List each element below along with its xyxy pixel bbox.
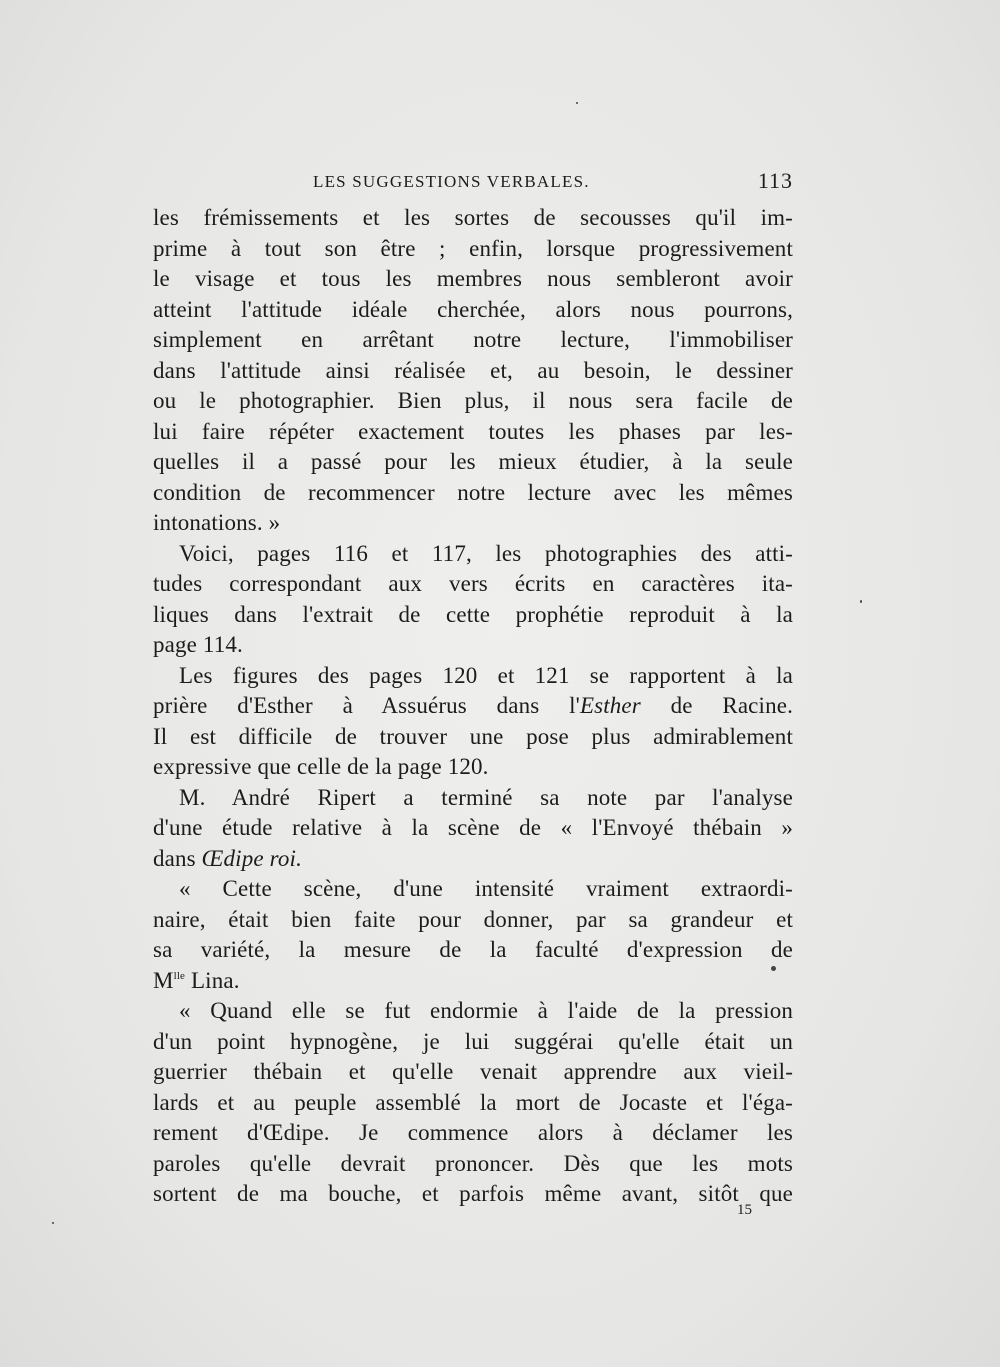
text-line: atteint l'attitude idéale cherchée, alors nous pourrons, bbox=[153, 296, 793, 322]
text-line: intonations. » bbox=[153, 510, 281, 535]
text-line: tudes correspondant aux vers écrits en caractères ita- bbox=[153, 571, 793, 596]
text-line: sortent de ma bouche, et parfois même avant, sitôt que bbox=[153, 1181, 793, 1206]
italic-title: Esther bbox=[579, 693, 641, 718]
signature-mark: 15 bbox=[737, 1202, 752, 1218]
text-line: les frémissements et les sortes de secousses qu'il im- bbox=[153, 205, 793, 230]
text-run: dans bbox=[153, 845, 202, 871]
text-run: M bbox=[153, 967, 174, 993]
text-line: rement d'Œdipe. Je commence alors à déclamer les bbox=[153, 1120, 793, 1145]
text-line: guerrier thébain et qu'elle venait apprendre aux vieil- bbox=[153, 1059, 793, 1084]
page-number: 113 bbox=[757, 168, 793, 193]
text-line: ou le photographier. Bien plus, il nous sera facile de bbox=[153, 388, 793, 413]
text-line bbox=[153, 844, 793, 875]
text-line: dans l'attitude ainsi réalisée et, au besoin, le dessiner bbox=[153, 357, 793, 383]
text-line: paroles qu'elle devrait prononcer. Dès que les mots bbox=[153, 1150, 793, 1176]
ink-speck bbox=[860, 600, 862, 603]
paragraph-first-line: M. André Ripert a terminé sa note par l'analyse bbox=[179, 784, 793, 810]
ink-speck bbox=[771, 966, 776, 971]
text-line: simplement en arrêtant notre lecture, l'immobiliser bbox=[153, 327, 793, 352]
text-line: le visage et tous les membres nous sembleront avoir bbox=[153, 266, 793, 291]
text-line: liques dans l'extrait de cette prophétie reproduit à la bbox=[153, 601, 793, 627]
italic-title: Œdipe roi. bbox=[201, 845, 302, 871]
text-line: d'un point hypnogène, je lui suggérai qu'elle était un bbox=[153, 1028, 793, 1054]
text-run: Lina. bbox=[185, 967, 240, 993]
text-run: de Racine. bbox=[640, 693, 793, 718]
running-head bbox=[153, 168, 793, 196]
text-line: condition de recommencer notre lecture avec les mêmes bbox=[153, 479, 793, 505]
text-line: prime à tout son être ; enfin, lorsque progressivement bbox=[153, 235, 793, 261]
paragraph-first-line: Voici, pages 116 et 117, les photographies des atti- bbox=[179, 540, 793, 566]
text-line bbox=[153, 691, 793, 722]
text-line: quelles il a passé pour les mieux étudier, à la seule bbox=[153, 449, 793, 474]
text-line: d'une étude relative à la scène de « l'Envoyé thébain » bbox=[153, 815, 793, 840]
running-title: LES SUGGESTIONS VERBALES. bbox=[313, 172, 590, 191]
text-run: prière d'Esther à Assuérus dans l' bbox=[153, 693, 580, 718]
text-line: expressive que celle de la page 120. bbox=[153, 754, 489, 779]
text-line: naire, était bien faite pour donner, par sa grandeur et bbox=[153, 906, 793, 932]
paragraph-first-line: « Cette scène, d'une intensité vraiment extraordi- bbox=[179, 876, 793, 901]
text-line bbox=[153, 966, 793, 997]
ink-speck bbox=[576, 102, 578, 104]
paragraph-first-line: « Quand elle se fut endormie à l'aide de la pression bbox=[179, 998, 793, 1023]
text-line: page 114. bbox=[153, 632, 243, 657]
body-text bbox=[153, 203, 793, 1210]
text-line: sa variété, la mesure de la faculté d'expression de bbox=[153, 937, 793, 962]
text-line: Il est difficile de trouver une pose plus admirablement bbox=[153, 723, 793, 749]
text-line: lui faire répéter exactement toutes les phases par les- bbox=[153, 418, 793, 444]
superscript: lle bbox=[173, 969, 186, 982]
paragraph-first-line: Les figures des pages 120 et 121 se rapportent à la bbox=[179, 662, 793, 688]
text-line: lards et au peuple assemblé la mort de Jocaste et l'éga- bbox=[153, 1089, 793, 1115]
ink-speck bbox=[52, 1222, 54, 1224]
